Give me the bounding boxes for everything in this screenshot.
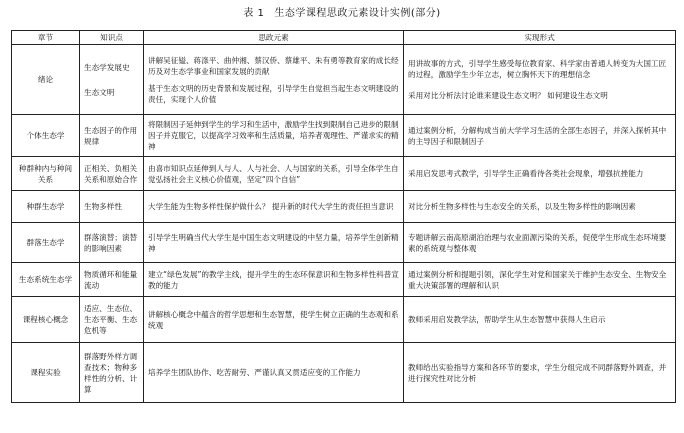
table-row	[12, 45, 676, 115]
knowledge-cell	[80, 45, 144, 115]
elements-cell: 引导学生明确当代大学生是中国生态文明建设的中坚力量，培养学生创新精神	[144, 223, 404, 263]
table-number: 表 1	[243, 8, 265, 19]
knowledge-cell: 群落野外样方调查技术；物种多样性的分析、计算	[80, 343, 144, 403]
knowledge-cell: 生态因子的作用规律	[80, 115, 144, 157]
elements-cell: 大学生能为生物多样性保护做什么？ 提升新的时代大学生的责任担当意识	[144, 191, 404, 223]
knowledge-item: 生态文明	[84, 87, 115, 97]
header-elements: 思政元素	[144, 31, 404, 45]
elements-cell: 培养学生团队协作、吃苦耐劳、严谨认真又贯适应变的工作能力	[144, 343, 404, 403]
chapter-cell: 群落生态学	[12, 223, 80, 263]
chapter-cell: 种群生态学	[12, 191, 80, 223]
header-knowledge: 知识点	[80, 31, 144, 45]
knowledge-item: 生态学发展史	[84, 62, 130, 72]
chapter-cell: 个体生态学	[12, 115, 80, 157]
table-row	[12, 157, 676, 191]
table-caption	[0, 4, 684, 19]
forms-cell: 通过案例分析和提题引领，深化学生对党和国家关于维护生态安全、生物安全重大决策部署的理解和认识	[404, 263, 676, 297]
table-row	[12, 223, 676, 263]
elements-cell: 将限制因子延伸到学生的学习和生活中，激励学生找到限制自己进步的限制因子并克服它，以提高学习效率和生活质量，培养者观理性、严谨求实的精神	[144, 115, 404, 157]
table-row	[12, 343, 676, 403]
form-item: 采用对比分析法讨论谁来建设生态文明？ 如何建设生态文明	[408, 91, 608, 100]
forms-cell: 教师采用启发教学法，帮助学生从生态智慧中获得人生启示	[404, 297, 676, 343]
forms-cell: 对比分析生物多样性与生态安全的关系，以及生物多样性的影响因素	[404, 191, 676, 223]
elements-cell: 建立“绿色发展”的教学主线，提升学生的生态环保意识和生物多样性科普宣教的能力	[144, 263, 404, 297]
table-row	[12, 297, 676, 343]
forms-cell: 通过案例分析，分解构成当前大学学习生活的全部生态因子，并深入探析其中的主导因子和限制因子	[404, 115, 676, 157]
forms-cell: 教师给出实验指导方案和各环节的要求，学生分组完成不同群落野外调查，并进行探究性对比分析	[404, 343, 676, 403]
table-title: 生态学课程思政元素设计实例(部分)	[274, 8, 441, 19]
table-row	[12, 115, 676, 157]
chapter-cell: 绪论	[12, 45, 80, 115]
chapter-cell: 生态系统生态学	[12, 263, 80, 297]
header-row	[12, 31, 676, 45]
knowledge-cell: 群落演替；演替的影响因素	[80, 223, 144, 263]
header-forms: 实现形式	[404, 31, 676, 45]
header-chapter: 章节	[12, 31, 80, 45]
knowledge-cell: 适应、生态位、生态平衡、生态危机等	[80, 297, 144, 343]
element-item: 讲解吴征镒、蒋涤平、曲仲湘、蔡汉侨、蔡雄平、朱有勇等教育家的成长经历及对生态学事业和国家发展的贡献	[148, 55, 399, 76]
knowledge-cell: 生物多样性	[80, 191, 144, 223]
design-table	[11, 30, 676, 403]
forms-cell: 专题讲解云南高原湖泊治理与农业面源污染的关系，促使学生形成生态环境要素的系统观与整体观	[404, 223, 676, 263]
chapter-cell: 课程核心概念	[12, 297, 80, 343]
chapter-cell: 课程实验	[12, 343, 80, 403]
elements-cell: 由喜市知识点延伸到人与人、人与社会、人与国家的关系，引导全体学生自觉弘扬社会主义核心价值观，坚定“四个自信”	[144, 157, 404, 191]
knowledge-cell: 物质循环和能量流动	[80, 263, 144, 297]
table-row	[12, 191, 676, 223]
elements-cell: 讲解核心概念中蕴含的哲学思想和生态智慧，使学生树立正确的生态观和系统观	[144, 297, 404, 343]
forms-cell: 采用启发思考式教学，引导学生正确看待各类社会现象，增强抗挫能力	[404, 157, 676, 191]
forms-cell	[404, 45, 676, 115]
table-row	[12, 263, 676, 297]
elements-cell	[144, 45, 404, 115]
element-item: 基于生态文明的历史背景和发展过程，引导学生自觉担当起生态文明建设的责任，实现个人价值	[148, 83, 399, 104]
chapter-cell: 种群种内与种间关系	[12, 157, 80, 191]
form-item: 用讲故事的方式，引导学生感受每位教育家、科学家由普通人转变为大国工匠的过程，激励学生少年立志，树立胸怀天下的理想信念	[408, 59, 667, 79]
knowledge-cell: 正相关、负相关关系和原始合作	[80, 157, 144, 191]
